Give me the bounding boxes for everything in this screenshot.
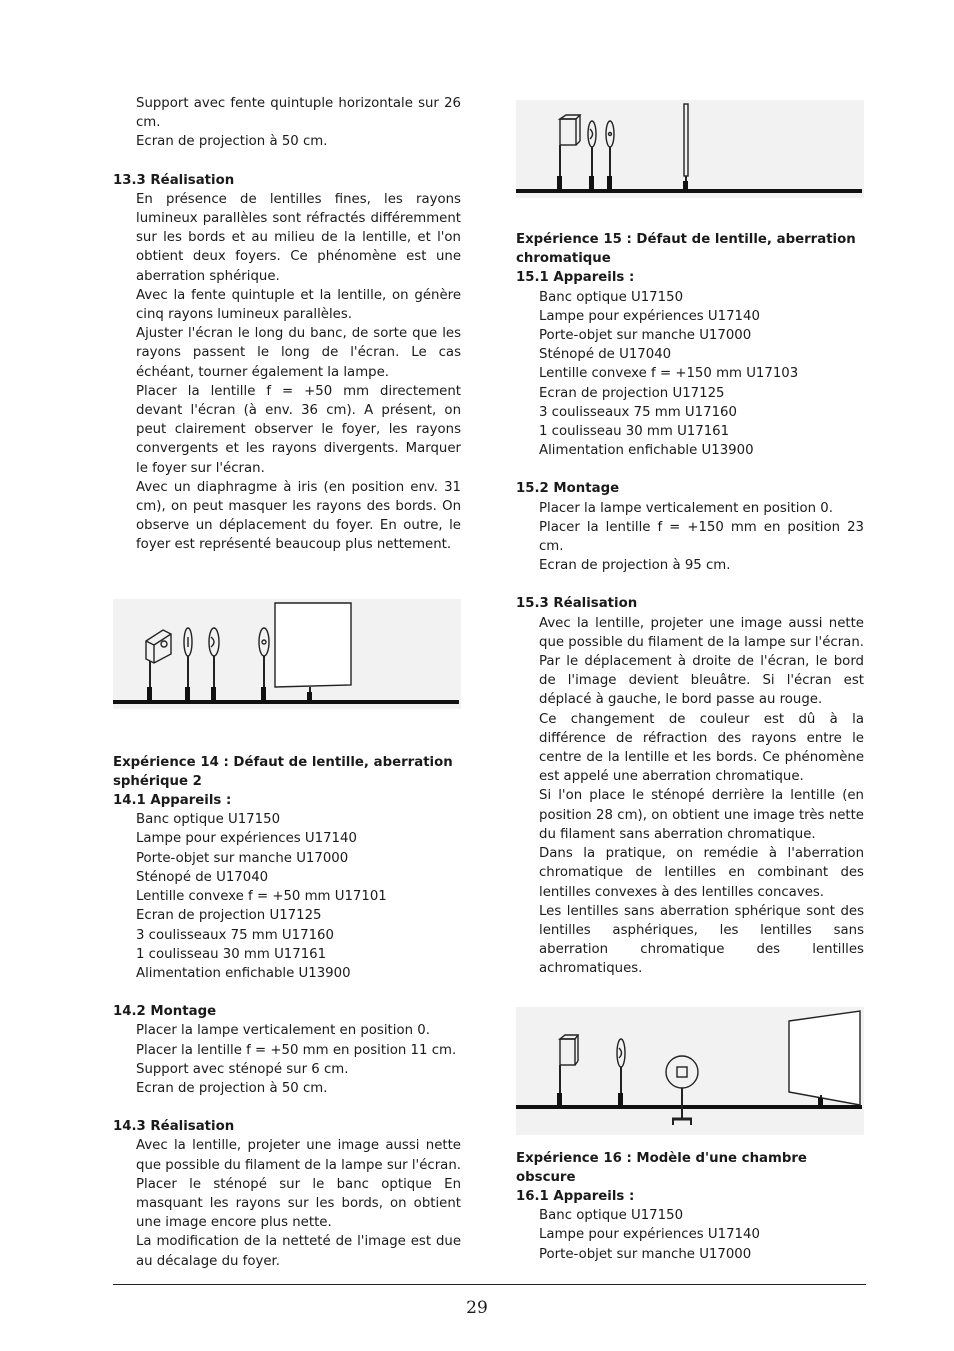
list-item: Lampe pour expériences U17140	[539, 308, 760, 324]
screen-icon	[789, 1011, 860, 1105]
list-item: Banc optique U17150	[136, 812, 281, 828]
list-item: Placer la lampe verticalement en position 0.	[539, 500, 833, 516]
paragraph: Si l'on place le sténopé derrière la lentille (en position 28 cm), on obtient une image très nette du filament sans aberration chromatique.	[539, 788, 864, 842]
section-heading: 13.3 Réalisation	[113, 172, 235, 188]
list-item: 1 coulisseau 30 mm U17161	[539, 424, 730, 440]
paragraph: Avec un diaphragme à iris (en position env. 31 cm), on peut masquer les rayons des bords. On observe un déplacement du foyer. En outre, le foyer est représenté beaucoup plus nettement.	[136, 479, 461, 553]
setup-figure-exp15	[516, 1007, 864, 1137]
list-item: 3 coulisseaux 75 mm U17160	[136, 927, 334, 943]
list-item: Ecran de projection à 95 cm.	[539, 558, 731, 574]
setup-figure-exp13	[113, 599, 461, 719]
list-item: 1 coulisseau 30 mm U17161	[136, 946, 327, 962]
section-heading: 14.2 Montage	[113, 1004, 217, 1020]
list-item: Sténopé de U17040	[136, 869, 269, 885]
paragraph: Placer la lentille f = +50 mm directement devant l'écran (à env. 36 cm). A présent, on peut clairement observer le foyer, les rayons convergents et les rayons divergents. Marquer le foyer sur l'écran.	[136, 383, 461, 476]
experiment-title: Expérience 16 : Modèle d'une chambre obscure	[516, 1150, 807, 1185]
section-heading: 15.2 Montage	[516, 481, 620, 497]
paragraph: En présence de lentilles fines, les rayons lumineux parallèles sont réfractés différemment sur les bords et au milieu de la lentille, et l'on obtient deux foyers. Ce phénomène est une aberration sphérique.	[136, 191, 461, 284]
list-item: Banc optique U17150	[539, 289, 684, 305]
list-item: Placer la lampe verticalement en position 0.	[136, 1023, 430, 1039]
intro-line: Support avec fente quintuple horizontale sur 26 cm.	[136, 96, 461, 131]
list-item: Alimentation enfichable U13900	[539, 443, 754, 459]
list-item: Placer la lentille f = +150 mm en position 23 cm.	[539, 519, 864, 555]
list-item: Lampe pour expériences U17140	[539, 1227, 760, 1243]
list-item: Lentille convexe f = +150 mm U17103	[539, 366, 799, 382]
list-item: Lampe pour expériences U17140	[136, 831, 357, 847]
list-item: Porte-objet sur manche U17000	[539, 328, 752, 344]
list-item: Banc optique U17150	[539, 1208, 684, 1224]
right-column	[516, 94, 864, 1264]
section-heading: 14.1 Appareils :	[113, 793, 232, 809]
list-item: 3 coulisseaux 75 mm U17160	[539, 404, 737, 420]
footer-rule	[113, 1284, 866, 1285]
experiment-title: Expérience 14 : Défaut de lentille, aberration sphérique 2	[113, 754, 453, 789]
paragraph: Dans la pratique, on remédie à l'aberration chromatique de lentilles en combinant des lentilles convexes à des lentilles concaves.	[539, 846, 864, 900]
paragraph: La modification de la netteté de l'image est due au décalage du foyer.	[136, 1234, 461, 1269]
list-item: Lentille convexe f = +50 mm U17101	[136, 889, 387, 905]
paragraph: Ce changement de couleur est dû à la différence de réfraction des rayons entre le centre de la lentille et les bords. Ce phénomène est appelé une aberration chromatique.	[539, 711, 864, 785]
list-item: Ecran de projection U17125	[539, 385, 725, 401]
list-item: Placer la lentille f = +50 mm en position 11 cm.	[136, 1042, 457, 1058]
paragraph: Avec la fente quintuple et la lentille, on génère cinq rayons lumineux parallèles.	[136, 287, 461, 323]
list-item: Porte-objet sur manche U17000	[136, 850, 349, 866]
list-item: Sténopé de U17040	[539, 347, 672, 363]
paragraph: Placer le sténopé sur le banc optique En masquant les rayons sur les bords, on obtient une image encore plus nette.	[136, 1176, 461, 1231]
paragraph: Ajuster l'écran le long du banc, de sorte que les rayons passent le long de l'écran. Le cas échéant, tourner également la lampe.	[136, 326, 461, 380]
section-heading: 15.3 Réalisation	[516, 596, 638, 612]
paragraph: Les lentilles sans aberration sphérique sont des lentilles asphériques, les lentilles sans aberration chromatique des lentilles achromatiques.	[539, 903, 864, 977]
paragraph: Avec la lentille, projeter une image aussi nette que possible du filament de la lampe sur l'écran.	[539, 615, 864, 650]
page-number: 29	[466, 1298, 488, 1318]
section-heading: 14.3 Réalisation	[113, 1119, 235, 1135]
section-heading: 15.1 Appareils :	[516, 270, 635, 286]
paragraph: Par le déplacement à droite de l'écran, le bord de l'image devient bleuâtre. Si l'écran est déplacé à gauche, le bord passe au rouge.	[539, 654, 864, 708]
left-column	[113, 94, 461, 1271]
screen-icon	[275, 603, 351, 700]
paragraph: Avec la lentille, projeter une image aussi nette que possible du filament de la lampe sur l'écran.	[136, 1138, 461, 1173]
experiment-title: Expérience 15 : Défaut de lentille, aberration chromatique	[516, 232, 856, 267]
list-item: Porte-objet sur manche U17000	[539, 1246, 752, 1262]
list-item: Ecran de projection U17125	[136, 908, 322, 924]
list-item: Support avec sténopé sur 6 cm.	[136, 1061, 349, 1077]
intro-line: Ecran de projection à 50 cm.	[136, 134, 328, 150]
list-item: Ecran de projection à 50 cm.	[136, 1080, 328, 1096]
section-heading: 16.1 Appareils :	[516, 1188, 635, 1204]
list-item: Alimentation enfichable U13900	[136, 965, 351, 981]
setup-figure-exp14	[516, 100, 864, 200]
